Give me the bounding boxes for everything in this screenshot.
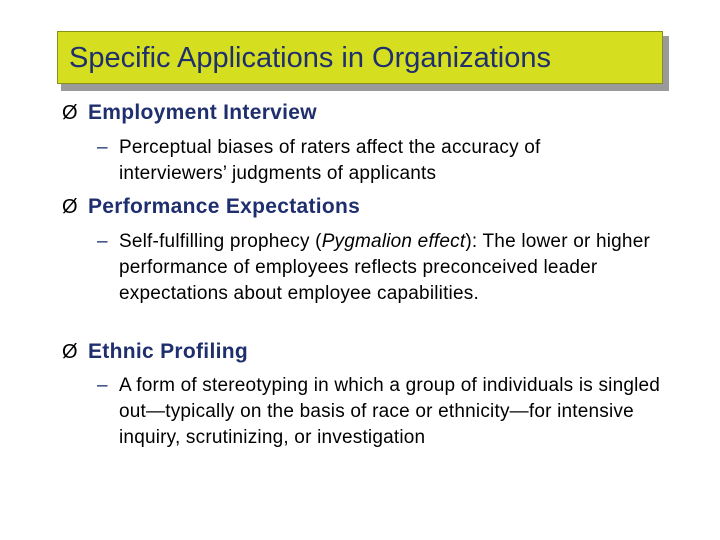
text-before: Self-fulfilling prophecy ( — [119, 231, 322, 252]
arrow-bullet-icon: Ø — [62, 341, 78, 363]
bullet-ethnic-profiling — [62, 340, 248, 364]
sub-bullet-text — [119, 229, 672, 307]
dash-bullet: – — [97, 375, 108, 396]
text-after: ): The lower or higher performance of employees reflects preconceived leader expectations about employee capabilities. — [119, 231, 650, 304]
bullet-heading: Ethnic Profiling — [88, 340, 248, 363]
sub-bullet-text: A form of stereotyping in which a group of individuals is singled out—typically on the basis of race or ethnicity—for intensive inquiry, scrutinizing, or investigation — [119, 375, 661, 448]
bullet-heading: Employment Interview — [88, 101, 317, 124]
bullet-employment-interview — [62, 101, 317, 125]
title-box — [57, 31, 663, 84]
sub-bullet-performance-expectations — [97, 229, 672, 307]
dash-bullet: – — [97, 137, 108, 158]
dash-bullet: – — [97, 231, 108, 252]
text-italic-pygmalion: Pygmalion effect — [321, 231, 466, 252]
page-title: Specific Applications in Organizations — [69, 42, 551, 74]
sub-bullet-employment-interview — [97, 135, 597, 187]
sub-bullet-ethnic-profiling — [97, 373, 672, 451]
bullet-heading: Performance Expectations — [88, 195, 361, 218]
arrow-bullet-icon: Ø — [62, 196, 78, 218]
sub-bullet-text: Perceptual biases of raters affect the accuracy of interviewers’ judgments of applicants — [119, 137, 541, 184]
arrow-bullet-icon: Ø — [62, 102, 78, 124]
bullet-performance-expectations — [62, 195, 360, 219]
